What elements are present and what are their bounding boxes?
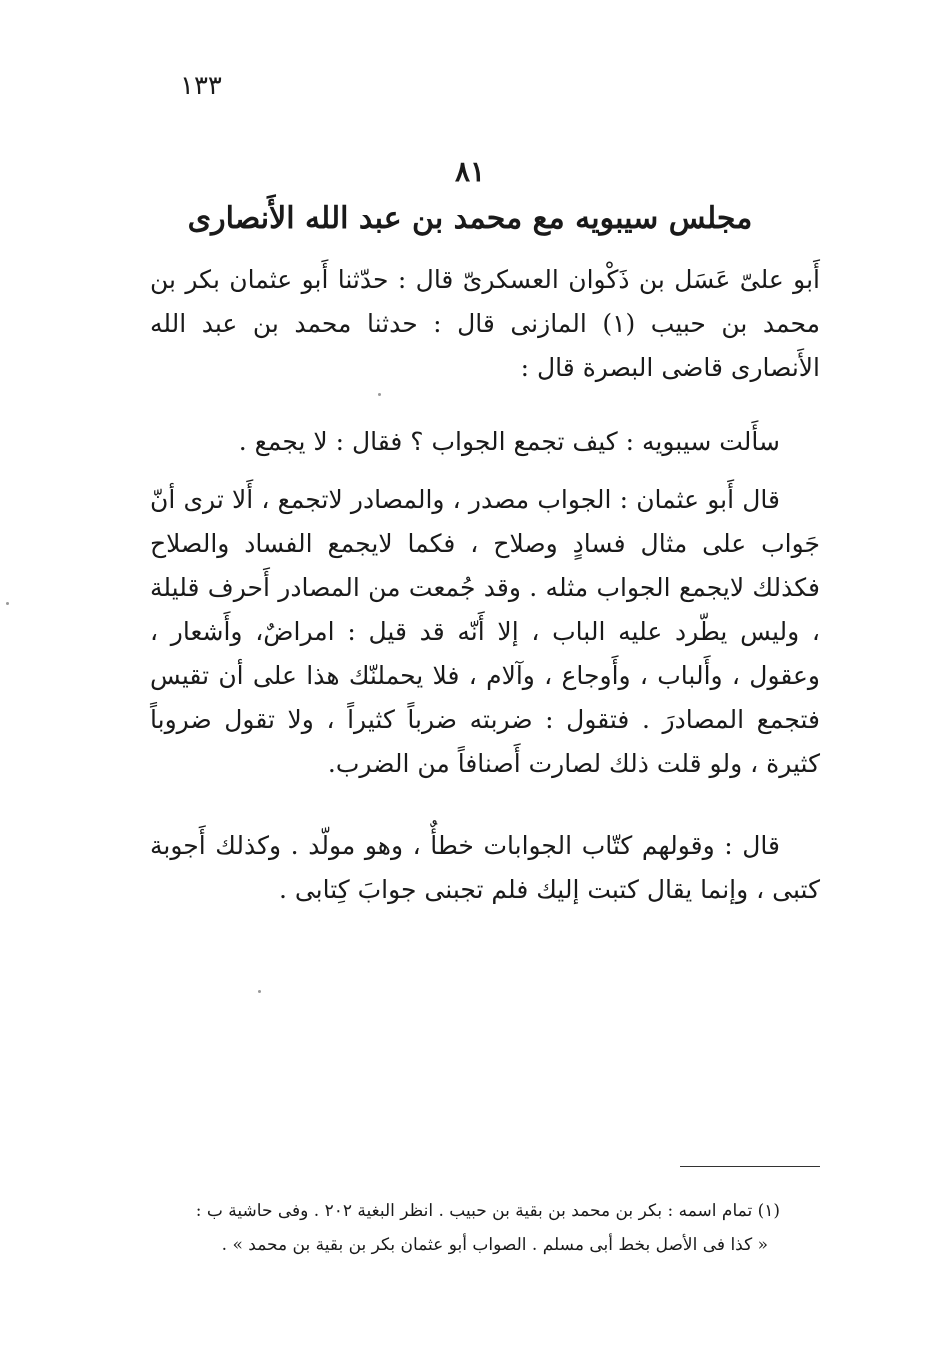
- scan-speck: [6, 602, 9, 605]
- paragraph-isnad: [150, 258, 820, 390]
- footnotes: [195, 1194, 780, 1262]
- paragraph-isnad-text: أَبو علىّ عَسَل بن ذَكْوان العسكرىّ قال : حدّثنا أَبو عثمان بكر بن محمد بن حبيب (١) المازنى قال : حدثنا محمد بن عبد الله الأَنصارى قاضى البصرة قال :: [150, 265, 820, 382]
- section-number: ٨١: [454, 155, 486, 188]
- paragraph-explanation: [150, 478, 820, 786]
- footnote-line-2: « كذا فى الأصل بخط أبى مسلم . الصواب أبو عثمان بكر بن بقية بن محمد » .: [221, 1235, 768, 1255]
- footnote-divider: [680, 1166, 820, 1167]
- scan-speck: [378, 393, 381, 396]
- paragraph-conclusion-text: قال : وقولهم كتّاب الجوابات خطأٌ ، وهو مولّد . وكذلك أَجوبة كتبى ، وإنما يقال كتبت إليك فلم تجبنى جوابَ كِتابى .: [150, 831, 820, 904]
- page-number: ١٣٣: [180, 71, 222, 101]
- paragraph-conclusion: [150, 824, 820, 912]
- section-title: مجلس سيبويه مع محمد بن عبد الله الأَنصارى: [187, 201, 753, 236]
- scan-speck: [258, 990, 261, 993]
- paragraph-question: [150, 420, 820, 464]
- footnote-line-1: (١) تمام اسمه : بكر بن محمد بن بقية بن حبيب . انظر البغية ٢٠٢ . وفى حاشية ب :: [195, 1201, 780, 1221]
- paragraph-explanation-text: قال أَبو عثمان : الجواب مصدر ، والمصادر لاتجمع ، أَلا ترى أنّ جَواب على مثال فسادٍ وصلاح ، فكما لايجمع الفساد والصلاح فكذلك لايجمع الجواب مثله . وقد جُمعت من المصادر أَحرف قليلة ، وليس يطّرد عليه الباب ، إلا أَنّه قد قيل : امراضٌ، وأَشعار ، وعقول ، وأَلباب ، وأَوجاع ، وآلام ، فلا يحملنّك هذا على أن تقيس فتجمع المصادرَ . فتقول : ضربته ضرباً كثيراً ، ولا تقول ضروباً كثيرة ، ولو قلت ذلك لصارت أَصنافاً من الضرب.: [150, 485, 820, 778]
- paragraph-question-text: سأَلت سيبويه : كيف تجمع الجواب ؟ فقال : لا يجمع .: [238, 427, 780, 456]
